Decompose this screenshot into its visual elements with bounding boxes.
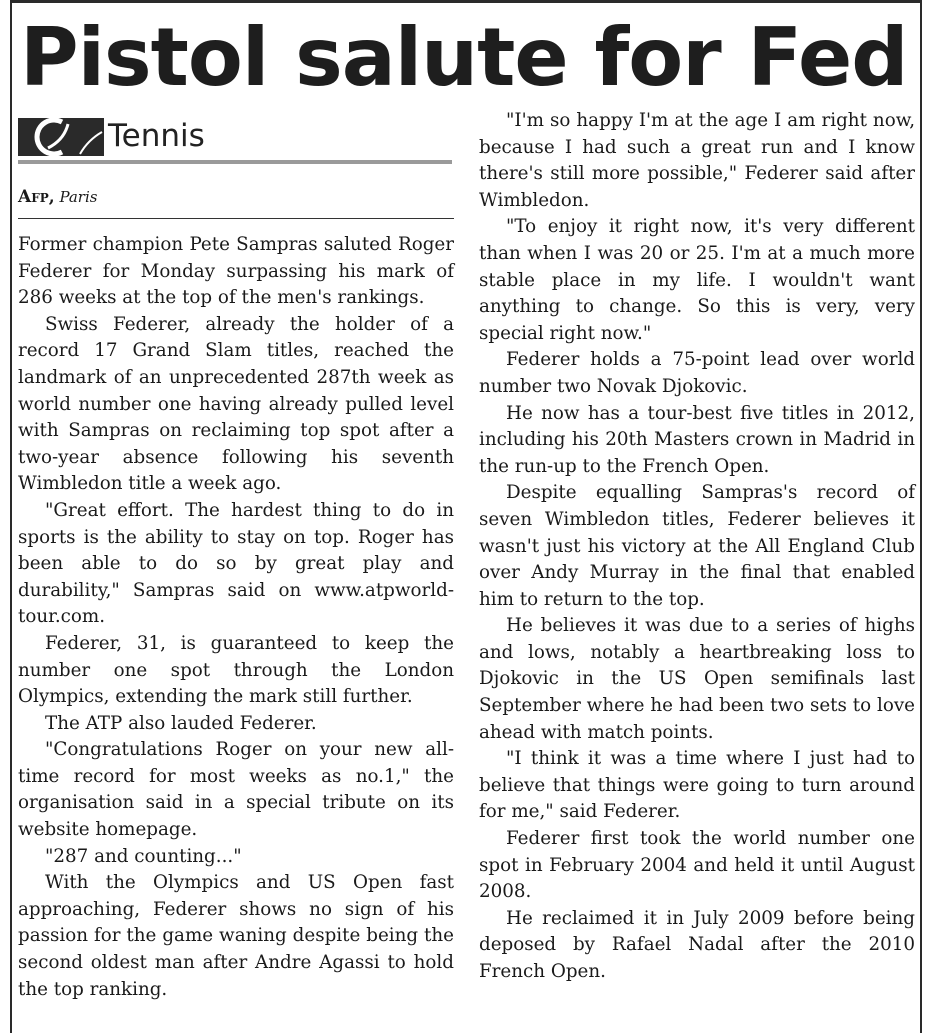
paragraph: He now has a tour-best five titles in 2012, including his 20th Masters crown in Madrid in the run-up to the French Open. <box>479 402 915 477</box>
paragraph: "I think it was a time where I just had to believe that things were going to turn around for me," said Federer. <box>479 748 915 823</box>
paragraph: Federer first took the world number one spot in February 2004 and held it until August 2008. <box>479 828 915 903</box>
paragraph: "Great effort. The hardest thing to do in sports is the ability to stay on top. Roger has been able to do so by great play and durability," Sampras said on www.atpworldtour.com. <box>18 499 454 628</box>
headline: Pistol salute for Fed <box>20 11 908 104</box>
right-article-body <box>479 108 915 986</box>
paragraph: Despite equalling Sampras's record of seven Wimbledon titles, Federer believes it wasn't just his victory at the All England Club over Andy Murray in the final that enabled him to return to the top. <box>479 482 915 610</box>
paragraph: "I'm so happy I'm at the age I am right now, because I had such a great run and I know there's still more possible," Federer said after Wimbledon. <box>479 110 915 211</box>
paragraph: Federer, 31, is guaranteed to keep the number one spot through the London Olympics, extending the mark still further. <box>18 632 454 708</box>
paragraph: Federer holds a 75-point lead over world number two Novak Djokovic. <box>479 349 915 397</box>
frame-left-rule <box>10 0 12 1033</box>
paragraph: He reclaimed it in July 2009 before being deposed by Rafael Nadal after the 2010 French Open. <box>479 907 915 982</box>
paragraph: With the Olympics and US Open fast approaching, Federer shows no sign of his passion for the game waning despite being the second oldest man after Andre Agassi to hold the top ranking. <box>18 872 454 1000</box>
paragraph: "287 and counting..." <box>45 845 242 867</box>
paragraph: "To enjoy it right now, it's very different than when I was 20 or 25. I'm at a much more stable place in my life. I wouldn't want anything to change. So this is very, very special right now." <box>479 216 915 344</box>
section-tag <box>18 112 452 164</box>
frame-top-rule <box>10 0 922 3</box>
tennis-ball-icon <box>18 118 104 156</box>
byline-place: Paris <box>59 188 98 206</box>
paragraph: He believes it was due to a series of highs and lows, notably a heartbreaking loss to Djokovic in the US Open semifinals last September where he had been two sets to love ahead with match points. <box>479 615 915 743</box>
frame-right-rule <box>920 0 922 1033</box>
paragraph: The ATP also lauded Federer. <box>45 712 317 734</box>
paragraph: "Congratulations Roger on your new all-time record for most weeks as no.1," the organisation said in a special tribute on its website homepage. <box>18 739 454 841</box>
left-article-body <box>18 232 454 1003</box>
paragraph: Former champion Pete Sampras saluted Roger Federer for Monday surpassing his mark of 286 weeks at the top of the men's rankings. <box>18 234 454 309</box>
paragraph: Swiss Federer, already the holder of a record 17 Grand Slam titles, reached the landmark of an unprecedented 287th week as world number one having already pulled level with Sampras on reclaiming top spot after a two-year absence following his seventh Wimbledon title a week ago. <box>18 313 454 495</box>
right-column <box>479 108 915 986</box>
section-label: Tennis <box>108 118 205 154</box>
byline <box>18 182 454 219</box>
byline-agency: Afp, <box>18 187 55 207</box>
left-column <box>18 112 454 1003</box>
